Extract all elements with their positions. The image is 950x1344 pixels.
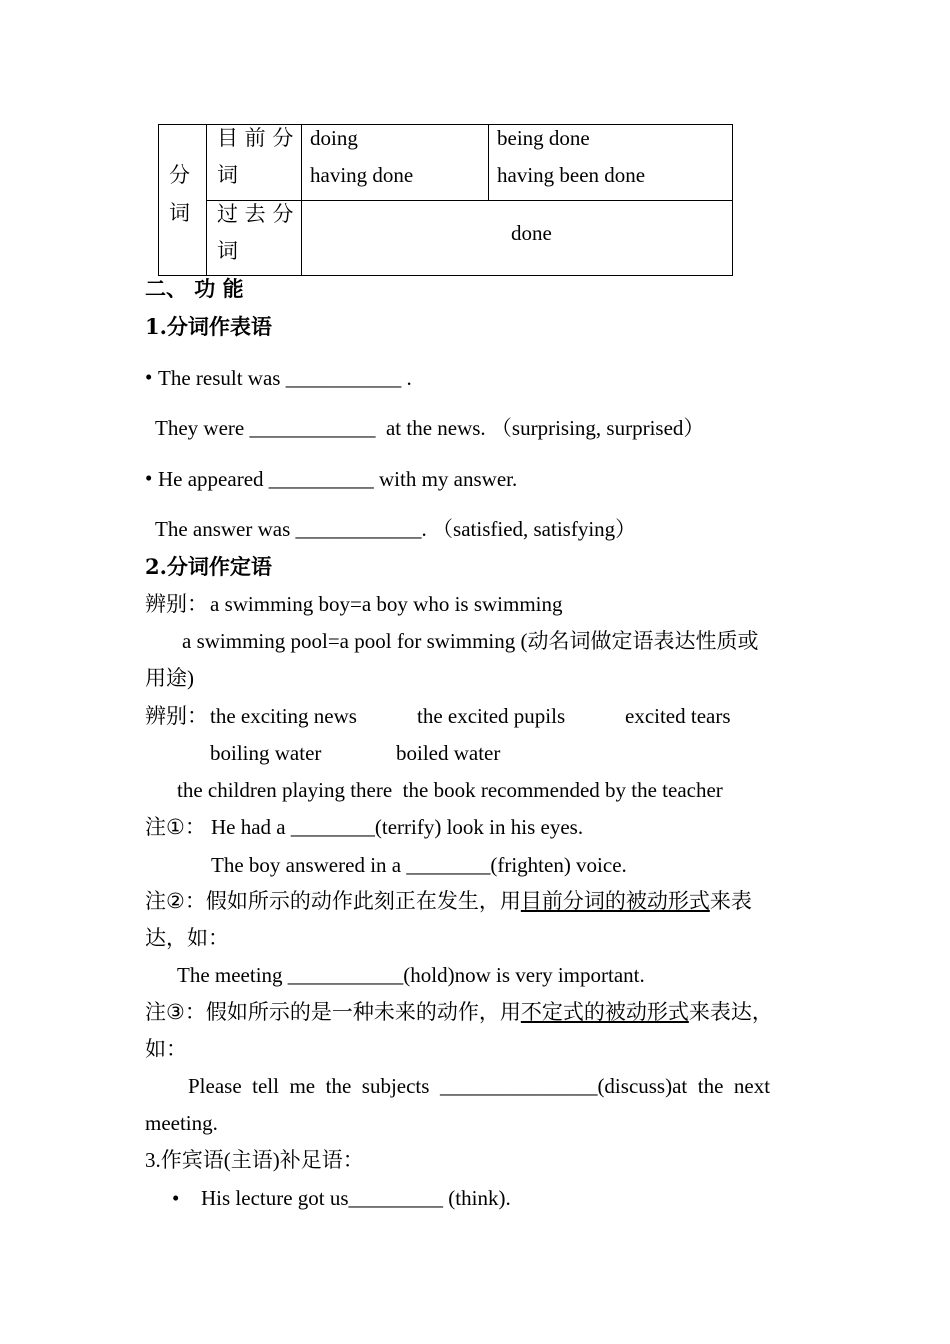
note-2-line-2: 达，如： bbox=[145, 926, 229, 950]
note-1-prefix: 注①： bbox=[145, 815, 206, 839]
distinguish-2-item-d: boiling water bbox=[210, 741, 322, 765]
present-passive-1: being done bbox=[497, 126, 590, 150]
section-heading: 二、 功 能 bbox=[145, 277, 244, 301]
s3-example-1: His lecture got us_________ (think). bbox=[201, 1186, 511, 1210]
distinguish-1-line-2: a swimming pool=a pool for swimming (动名词做定语表达性质或 bbox=[182, 629, 759, 653]
label-char-2: 词 bbox=[169, 201, 190, 225]
note-3-line-2: 如： bbox=[145, 1037, 187, 1061]
s1-example-2: They were ____________ at the news. （surprising, surprised） bbox=[155, 416, 705, 440]
past-form-cell bbox=[302, 201, 733, 276]
participle-forms-table bbox=[158, 124, 733, 276]
note-2-text-b: 来表 bbox=[709, 889, 752, 913]
note-3-text-a: 注③：假如所示的是一种未来的动作，用 bbox=[145, 1000, 521, 1024]
s2-title: 2.分词作定语 bbox=[145, 554, 272, 579]
distinguish-2-item-b: the excited pupils bbox=[417, 704, 566, 728]
past-form: done bbox=[511, 221, 552, 245]
note-1-line-2: The boy answered in a ________(frighten) voice. bbox=[211, 853, 627, 877]
s1-example-4: The answer was ____________. （satisfied, satisfying） bbox=[155, 517, 637, 541]
note-2-underlined: 目前分词的被动形式 bbox=[520, 889, 710, 913]
distinguish-2-item-f: the children playing there the book recommended by the teacher bbox=[177, 778, 723, 802]
s1-example-3: He appeared __________ with my answer. bbox=[158, 467, 518, 491]
present-passive-2: having been done bbox=[497, 163, 646, 187]
s3-bullet: • bbox=[172, 1186, 180, 1210]
note-2-text-a: 注②：假如所示的动作此刻正在发生，用 bbox=[145, 889, 521, 913]
note-1-line-1: He had a ________(terrify) look in his eyes. bbox=[211, 815, 584, 839]
distinguish-2-prefix: 辨别： bbox=[145, 704, 208, 728]
present-label-line-2: 词 bbox=[217, 163, 238, 187]
note-2-example: The meeting ___________(hold)now is very important. bbox=[177, 963, 645, 987]
past-label-line-1: 过 去 分 bbox=[217, 202, 294, 226]
past-label-line-2: 词 bbox=[217, 239, 238, 263]
present-active-cell bbox=[302, 125, 489, 201]
note-3-text-b: 来表达， bbox=[688, 1000, 773, 1024]
s1-title: 1.分词作表语 bbox=[145, 314, 272, 339]
note-3-example-line-2: meeting. bbox=[145, 1111, 218, 1135]
present-active-1: doing bbox=[310, 126, 358, 150]
present-active-2: having done bbox=[310, 163, 414, 187]
participle-label-cell bbox=[159, 125, 207, 276]
s1-example-1: The result was ___________ . bbox=[158, 366, 412, 390]
distinguish-2-item-a: the exciting news bbox=[210, 704, 357, 728]
note-3-line-1 bbox=[145, 1000, 773, 1025]
s1-bullet-2: • bbox=[145, 466, 153, 490]
present-passive-cell bbox=[489, 125, 733, 201]
note-3-example-line-1: Please tell me the subjects _______________(discuss)at the next bbox=[188, 1074, 771, 1098]
past-participle-label-cell bbox=[207, 201, 302, 276]
s1-bullet-1: • bbox=[145, 365, 153, 389]
present-label-line-1: 目 前 分 bbox=[217, 126, 294, 150]
distinguish-2-item-c: excited tears bbox=[625, 704, 731, 728]
distinguish-1-line-1: a swimming boy=a boy who is swimming bbox=[210, 592, 563, 616]
present-participle-label-cell bbox=[207, 125, 302, 201]
distinguish-2-item-e: boiled water bbox=[396, 741, 501, 765]
distinguish-1-prefix: 辨别： bbox=[145, 592, 208, 616]
distinguish-1-line-3: 用途) bbox=[145, 666, 194, 690]
note-3-underlined: 不定式的被动形式 bbox=[520, 1000, 689, 1024]
s3-title: 3.作宾语(主语)补足语： bbox=[145, 1148, 364, 1172]
note-2-line-1 bbox=[145, 889, 752, 914]
label-char-1: 分 bbox=[169, 163, 190, 187]
